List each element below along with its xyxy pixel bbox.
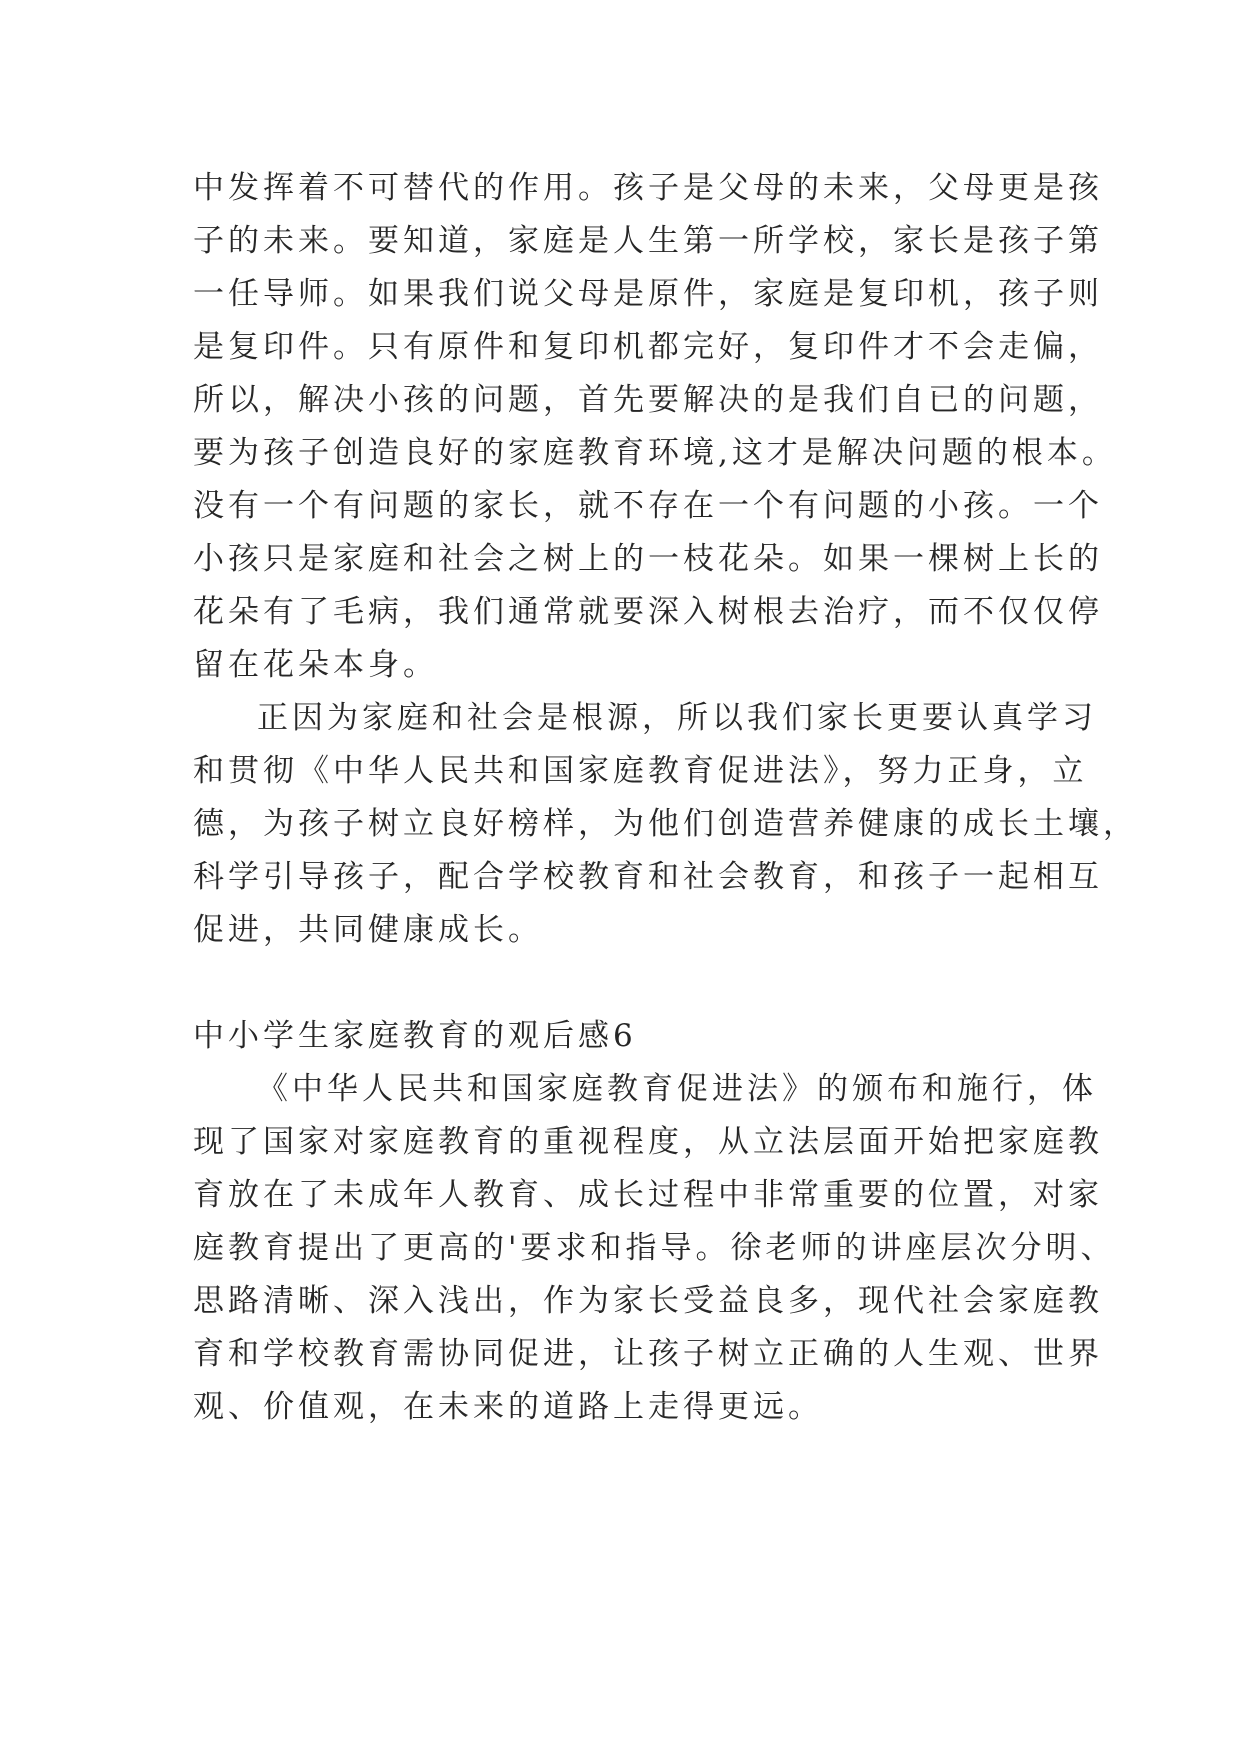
paragraph-line: 庭教育提出了更高的'要求和指导。徐老师的讲座层次分明、 — [193, 1230, 1116, 1266]
paragraph-line: 一任导师。如果我们说父母是原件，家庭是复印机，孩子则 — [193, 276, 1103, 312]
paragraph-line: 中发挥着不可替代的作用。孩子是父母的未来，父母更是孩 — [193, 170, 1103, 206]
paragraph-line: 子的未来。要知道，家庭是人生第一所学校，家长是孩子第 — [193, 223, 1103, 259]
paragraph-line: 和贯彻《中华人民共和国家庭教育促进法》，努力正身，立 — [193, 753, 1088, 789]
paragraph-line: 正因为家庭和社会是根源，所以我们家长更要认真学习 — [257, 700, 1097, 736]
paragraph-line: 所以，解决小孩的问题，首先要解决的是我们自已的问题， — [193, 382, 1103, 418]
paragraph-line: 是复印件。只有原件和复印机都完好，复印件才不会走偏， — [193, 329, 1103, 365]
paragraph-line: 思路清晰、深入浅出，作为家长受益良多，现代社会家庭教 — [193, 1283, 1103, 1319]
paragraph-line: 科学引导孩子，配合学校教育和社会教育，和孩子一起相互 — [193, 859, 1103, 895]
paragraph-line: 小孩只是家庭和社会之树上的一枝花朵。如果一棵树上长的 — [193, 541, 1103, 577]
section-heading: 中小学生家庭教育的观后感6 — [193, 1018, 637, 1054]
paragraph-line: 促进，共同健康成长。 — [193, 912, 543, 948]
paragraph-line: 观、价值观，在未来的道路上走得更远。 — [193, 1389, 823, 1425]
paragraph-line: 要为孩子创造良好的家庭教育环境,这才是解决问题的根本。 — [193, 435, 1117, 471]
paragraph-line: 德，为孩子树立良好榜样，为他们创造营养健康的成长土壤， — [193, 806, 1138, 842]
paragraph-line: 现了国家对家庭教育的重视程度，从立法层面开始把家庭教 — [193, 1124, 1103, 1160]
paragraph-line: 没有一个有问题的家长，就不存在一个有问题的小孩。一个 — [193, 488, 1103, 524]
paragraph-line: 花朵有了毛病，我们通常就要深入树根去治疗，而不仅仅停 — [193, 594, 1103, 630]
paragraph-line: 留在花朵本身。 — [193, 647, 438, 683]
paragraph-line: 育和学校教育需协同促进，让孩子树立正确的人生观、世界 — [193, 1336, 1103, 1372]
paragraph-line: 《中华人民共和国家庭教育促进法》的颁布和施行，体 — [257, 1071, 1097, 1107]
paragraph-line: 育放在了未成年人教育、成长过程中非常重要的位置，对家 — [193, 1177, 1103, 1213]
